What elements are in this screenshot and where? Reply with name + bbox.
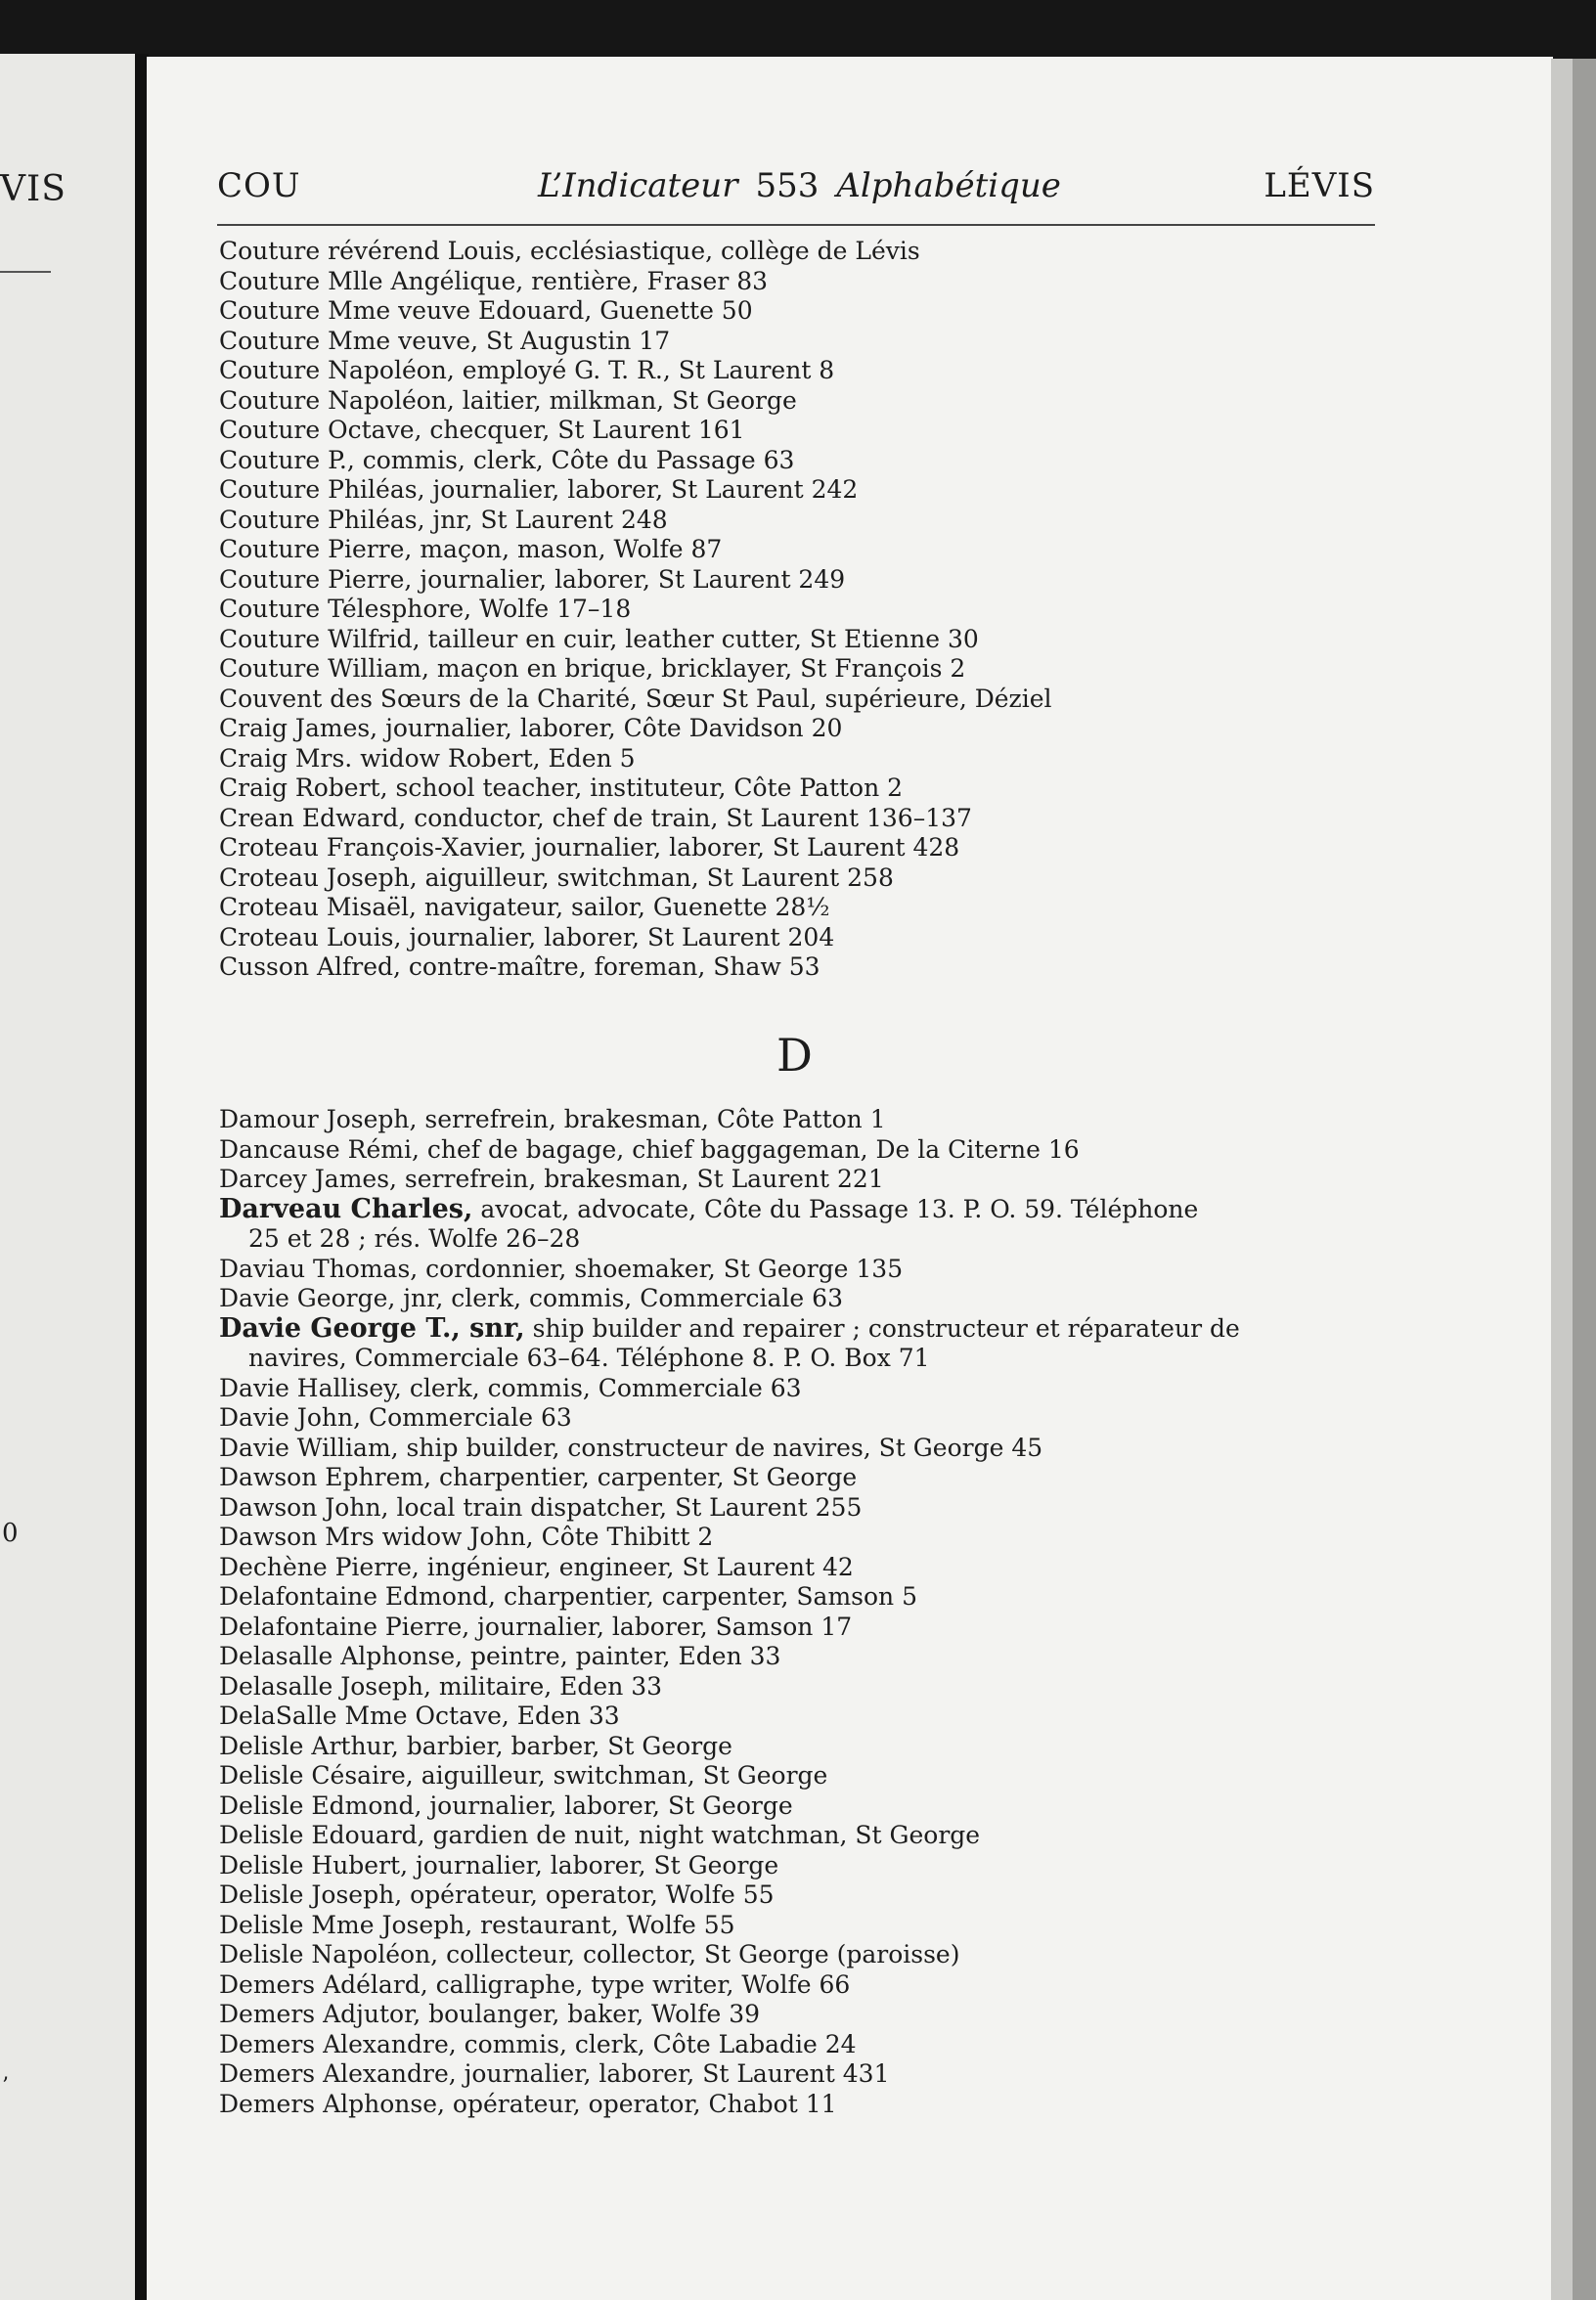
entry-text: Delisle Césaire, aiguilleur, switchman, St George [219,1761,828,1790]
entry-text: Couvent des Sœurs de la Charité, Sœur St Paul, supérieure, Déziel [219,684,1052,713]
directory-entry [219,1880,1383,1911]
directory-entry [219,1613,1383,1643]
entry-text: Dechène Pierre, ingénieur, engineer, St Laurent 42 [219,1552,854,1581]
entry-text: Couture Philéas, jnr, St Laurent 248 [219,505,668,534]
directory-entry [219,1493,1383,1524]
directory-entry [219,1255,1383,1285]
entry-text: Davie George, jnr, clerk, commis, Commerciale 63 [219,1284,843,1312]
directory-entry [219,1970,1383,2001]
entry-text: Couture Wilfrid, tailleur en cuir, leather cutter, St Etienne 30 [219,624,979,653]
directory-entry [219,1523,1383,1553]
entry-text: Dancause Rémi, chef de bagage, chief baggageman, De la Citerne 16 [219,1134,1080,1164]
directory-list-c [219,237,1383,983]
entry-text: Demers Alexandre, journalier, laborer, St Laurent 431 [219,2059,890,2088]
header-title-right: Alphabétique [836,166,1061,205]
entry-text: Delasalle Joseph, militaire, Eden 33 [219,1671,663,1701]
directory-entry [219,1105,1383,1135]
entry-text: Demers Adélard, calligraphe, type writer, Wolfe 66 [219,1969,851,1999]
entry-text: Davie William, ship builder, constructeur de navires, St George 45 [219,1433,1043,1462]
entry-text: Demers Adjutor, boulanger, baker, Wolfe 39 [219,2000,761,2028]
directory-entry [219,774,1383,804]
entry-text: 25 et 28 ; rés. Wolfe 26–28 [248,1224,581,1253]
entry-text: Delisle Joseph, opérateur, operator, Wolfe 55 [219,1880,775,1909]
directory-entry [219,1821,1383,1851]
entry-text: Couture révérend Louis, ecclésiastique, collège de Lévis [219,237,920,265]
directory-entry [219,2030,1383,2060]
previous-page-mark: ’ [2,2074,9,2099]
directory-entry [219,1434,1383,1464]
entry-text: Delisle Hubert, journalier, laborer, St George [219,1850,779,1880]
entry-text: Couture Pierre, maçon, mason, Wolfe 87 [219,535,723,563]
directory-entry [219,1732,1383,1762]
directory-entry [219,506,1383,536]
entry-text: Craig James, journalier, laborer, Côte Davidson 20 [219,714,843,742]
directory-entry [219,2090,1383,2120]
entry-continuation [219,1224,1383,1255]
entry-text: Couture Pierre, journalier, laborer, St Laurent 249 [219,564,846,594]
entry-text: Couture Napoléon, laitier, milkman, St George [219,385,797,415]
directory-entry [219,952,1383,983]
entry-text: Demers Alphonse, opérateur, operator, Chabot 11 [219,2089,837,2118]
entry-text: Delisle Edouard, gardien de nuit, night watchman, St George [219,1821,981,1849]
directory-entry [219,535,1383,565]
entry-text: Cusson Alfred, contre-maître, foreman, Shaw 53 [219,952,820,981]
directory-entry [219,804,1383,834]
directory-entry [219,1940,1383,1970]
entry-text: Couture P., commis, clerk, Côte du Passage 63 [219,445,795,474]
entry-text: Daviau Thomas, cordonnier, shoemaker, St George 135 [219,1254,904,1283]
entry-text: Couture Mlle Angélique, rentière, Fraser 83 [219,266,769,295]
directory-entry [219,327,1383,357]
directory-entry [219,1702,1383,1732]
directory-entry [219,893,1383,923]
directory-entry [219,386,1383,417]
entry-text: Couture Philéas, journalier, laborer, St Laurent 242 [219,475,859,504]
entry-text: Crean Edward, conductor, chef de train, St Laurent 136–137 [219,803,972,832]
directory-entry [219,1851,1383,1881]
running-header [217,166,1375,215]
header-title [538,166,1061,205]
directory-entry [219,1672,1383,1703]
entry-text: Delisle Edmond, journalier, laborer, St George [219,1791,793,1820]
directory-entry [219,1582,1383,1613]
previous-page-edge [0,54,139,2300]
header-town: LÉVIS [1264,166,1375,205]
directory-entry [219,1374,1383,1404]
entry-text: Couture Mme veuve, St Augustin 17 [219,326,671,355]
entry-text: Delisle Arthur, barbier, barber, St George [219,1731,732,1760]
entry-text: Croteau Joseph, aiguilleur, switchman, St Laurent 258 [219,862,894,892]
directory-entry [219,237,1383,267]
directory-entry [219,1791,1383,1822]
directory-entry [219,446,1383,476]
directory-entry [219,1761,1383,1791]
entry-text: Delafontaine Pierre, journalier, laborer, Samson 17 [219,1612,853,1641]
directory-entry [219,714,1383,744]
book-edge [1573,59,1596,2300]
entry-text: Couture Télesphore, Wolfe 17–18 [219,595,632,623]
entry-bold-name: Darveau Charles, [219,1193,473,1224]
directory-entry [219,744,1383,774]
entry-text: Couture Octave, checquer, St Laurent 161 [219,416,745,444]
directory-entry [219,2059,1383,2090]
section-letter: D [776,1029,813,1082]
directory-entry [219,685,1383,715]
directory-entry [219,1284,1383,1314]
directory-entry [219,475,1383,506]
directory-entry [219,1553,1383,1583]
previous-page-mark: 0 [2,1519,19,1548]
entry-text: Davie John, Commerciale 63 [219,1403,572,1432]
entry-text: Delisle Mme Joseph, restaurant, Wolfe 55 [219,1910,735,1939]
directory-entry [219,1463,1383,1493]
entry-bold-name: Davie George T., snr, [219,1312,525,1344]
directory-entry [219,2000,1383,2030]
directory-entry [219,1403,1383,1434]
directory-entry [219,565,1383,596]
previous-page-heading: VIS [0,169,66,209]
directory-entry [219,1642,1383,1672]
directory-entry [219,1195,1383,1225]
entry-text: DelaSalle Mme Octave, Eden 33 [219,1702,620,1730]
directory-entry [219,1165,1383,1195]
header-title-left: L’Indicateur [538,166,738,205]
entry-text: Davie Hallisey, clerk, commis, Commerciale 63 [219,1373,802,1402]
directory-entry [219,356,1383,386]
header-rule [217,224,1375,226]
directory-entry [219,923,1383,953]
directory-entry [219,833,1383,863]
entry-text: Delafontaine Edmond, charpentier, carpenter, Samson 5 [219,1582,918,1611]
directory-entry [219,863,1383,894]
entry-text: Craig Robert, school teacher, instituteur, Côte Patton 2 [219,774,904,802]
page-number: 553 [755,166,820,205]
page-edge [1551,59,1573,2300]
directory-entry [219,625,1383,655]
entry-text: navires, Commerciale 63–64. Téléphone 8. P. O. Box 71 [248,1344,930,1372]
directory-entry [219,416,1383,446]
directory-entry [219,267,1383,297]
entry-text: Croteau Misaël, navigateur, sailor, Guenette 28½ [219,893,830,921]
entry-text: Delasalle Alphonse, peintre, painter, Eden 33 [219,1642,781,1670]
entry-text: Damour Joseph, serrefrein, brakesman, Côte Patton 1 [219,1105,886,1133]
entry-text: Couture Napoléon, employé G. T. R., St Laurent 8 [219,356,835,384]
directory-entry [219,1135,1383,1166]
entry-text: Delisle Napoléon, collecteur, collector, St George (paroisse) [219,1940,960,1968]
entry-text: Couture William, maçon en brique, bricklayer, St François 2 [219,654,966,683]
previous-page-rule [0,271,51,273]
entry-text: Dawson Mrs widow John, Côte Thibitt 2 [219,1523,714,1551]
entry-text: Dawson John, local train dispatcher, St Laurent 255 [219,1492,863,1522]
entry-text: Demers Alexandre, commis, clerk, Côte Labadie 24 [219,2029,857,2058]
directory-entry [219,654,1383,685]
directory-entry [219,296,1383,327]
entry-text: Croteau François-Xavier, journalier, laborer, St Laurent 428 [219,833,960,862]
entry-text: Croteau Louis, journalier, laborer, St Laurent 204 [219,922,835,951]
entry-text: ship builder and repairer ; constructeur et réparateur de [524,1313,1240,1343]
top-dark-strip [0,0,1596,59]
entry-text: Darcey James, serrefrein, brakesman, St Laurent 221 [219,1165,884,1193]
entry-text: Dawson Ephrem, charpentier, carpenter, St George [219,1463,858,1491]
directory-entry [219,1911,1383,1941]
header-section-code: COU [217,166,301,205]
entry-text: Couture Mme veuve Edouard, Guenette 50 [219,296,753,325]
entry-text: avocat, advocate, Côte du Passage 13. P. O. 59. Téléphone [472,1194,1199,1223]
directory-list-d [219,1105,1383,2119]
entry-text: Craig Mrs. widow Robert, Eden 5 [219,743,636,773]
directory-entry [219,1314,1383,1345]
directory-entry [219,595,1383,625]
entry-continuation [219,1344,1383,1374]
